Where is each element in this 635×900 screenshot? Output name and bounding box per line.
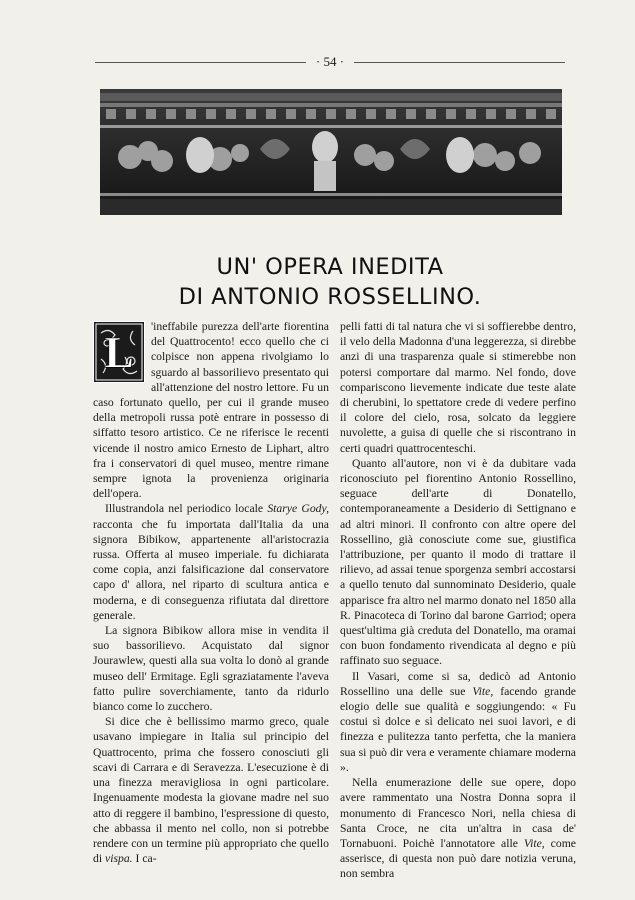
page-number: · 54 · [315, 54, 345, 69]
left-p4-text-a: Si dice che è bellissimo marmo greco, quale usavano impiegare in Italia sul principio del Quattrocento, prima che fossero conosciuti gli scavi di Carrara e di Seravezza. L'esecuzione è di una finezza meravigliosa in ogni particolare. Ingenuamente modesta la giovane madre nel suo atto di reggere il bambino, l'espressione di questo, che abbassa il mento nel collo, non si potrebbe rendere con un termine più appropriato che quello di [93, 715, 329, 866]
italic-vite-2: Vite, [523, 836, 545, 850]
right-paragraph-1: pelli fatti di tal natura che vi si soffierebbe dentro, il velo della Madonna d'una leggerezza, si direbbe anzi di una trasparenza quale si stimerebbe non potersi comportare dal marmo. Nel fondo, dove compariscono lievemente indicate due teste alate di cherubini, lo spettatore crede di vedere perfino il colore del cielo, rosa, solcato da leggiere nuvolette, a guisa di quelle che si riscontrano in certi quadri quattrocenteschi. [340, 320, 576, 455]
left-paragraph-4 [93, 714, 329, 866]
left-p2-text-a: Illustrandola nel periodico locale [105, 502, 268, 516]
frieze-photograph [100, 89, 562, 215]
italic-vispa: vispa. [105, 852, 133, 866]
right-p4-text-b: come asserisce, di questa non può dare notizia veruna, non sembra [340, 836, 576, 881]
right-p3-text-b: facendo grande elogio delle sue qualità e soggiungendo: « Fu costui sì dolce e sì delicato nei suoi lavori, e di finezza e pulitezza tanto perfetta, che la maniera sua si può dir vera e veramente chiamare moderna ». [340, 684, 576, 774]
right-paragraph-3 [340, 669, 576, 775]
frieze-relief-image [100, 89, 562, 215]
right-p4-text-a: Nella enumerazione delle sue opere, dopo avere rammentato una Nostra Donna sopra il monumento di Francesco Nori, nella chiesa di Santa Croce, ne cita un'altra in casa de' Tornabuoni. Poichè l'annotatore alle [340, 776, 576, 850]
title-line-1: UN' OPERA INEDITA [216, 254, 444, 280]
page-header [95, 52, 565, 72]
right-paragraph-2: Quanto all'autore, non vi è da dubitare vada riconosciuto pel fiorentino Antonio Rossellino, seguace dell'arte di Donatello, contemporaneamente a Desiderio di Settignano e ad altri minori. Il confronto con altre opere del Rossellino, già conosciute come sue, giustifica l'attribuzione, per quanto il modo di trattare il rilievo, ad assai tenue sporgenza sembri accostarsi a quello tenuto dal sunnominato Desiderio, quale apparisce fra altro nel marmo donato nel 1850 alla R. Pinacoteca di Torino dal barone Garriod; opera quest'ultima già creduta del Donatello, ma oramai con buon fondamento rivendicata al degno e più raffinato suo seguace. [340, 456, 576, 668]
header-rule-left [95, 62, 306, 63]
right-column [340, 319, 576, 882]
article-title [80, 252, 580, 312]
title-line-2: DI ANTONIO ROSSELLINO. [178, 284, 482, 310]
left-p1-text: 'ineffabile purezza dell'arte fiorentina del Quattrocento! ecco quello che ci colpisce non appena rivolgiamo lo sguardo al bassorilievo presentato qui all'attenzione del nostro lettore. Fu un caso fortunato quello, per cui il grande museo della metropoli russa potè entrare in possesso di siffatto tesoro artistico. Ce ne riferisce le recenti vicende il nostro amico Ernesto de Liphart, altro fra i conservatori di quel museo, mentre rimane sempre ignota la provenienza originaria dell'opera. [93, 320, 329, 501]
right-p3-text-a: Il Vasari, come si sa, dedicò ad Antonio Rossellino una delle sue [340, 669, 576, 698]
left-column [93, 319, 329, 866]
right-paragraph-4 [340, 775, 576, 881]
dropcap-letter: L [104, 328, 134, 377]
periodical-name: Starye Gody, [267, 502, 329, 516]
left-p2-text-b: racconta che fu importata dall'Italia da una signora Bibikow, appartenente all'aristocrazia russa. Offerta al museo imperiale. fu dichiarata come copia, anzi falsificazione dal conservatore capo d' allora, nel riparto di scultura antica e moderna, e di conseguenza rifiutata dal direttore generale. [93, 517, 329, 622]
left-paragraph-1 [93, 319, 329, 501]
left-p4-text-b: I ca- [132, 852, 157, 866]
italic-vite-1: Vite, [472, 684, 494, 698]
left-paragraph-2 [93, 501, 329, 623]
dropcap-ornament-icon [93, 321, 145, 383]
left-paragraph-3: La signora Bibikow allora mise in vendita il suo bassorilievo. Acquistato dal signor Jourawlew, questi alla sua volta lo donò al grande museo dell' Ermitage. Egli sgraziatamente l'aveva fatto pulire soverchiamente, tanto da ridurlo bianco come lo zucchero. [93, 624, 329, 714]
header-rule-right [354, 62, 565, 63]
ornate-dropcap [93, 321, 145, 383]
